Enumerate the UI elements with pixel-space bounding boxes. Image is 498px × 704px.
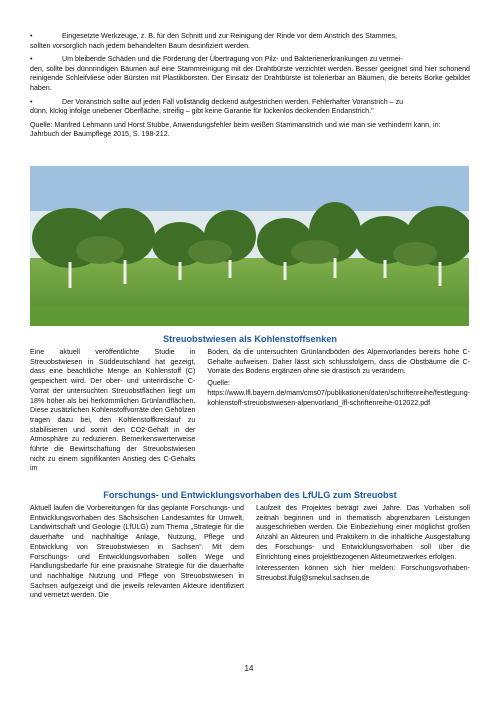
bullet-item	[30, 32, 470, 51]
section-research-body	[30, 504, 470, 603]
page-number: 14	[244, 664, 254, 673]
column-left	[30, 504, 244, 603]
section-title-research: Forschungs- und Entwicklungsvorhaben des LfULG zum Streuobst	[103, 490, 397, 500]
column-right	[256, 504, 470, 603]
bullet-text: sollten vorsorglich nach jedem behandelten Baum desinfiziert werden.	[30, 41, 251, 50]
column-right	[207, 348, 470, 476]
paragraph: Boden, da die untersuchten Grünlandböden des Alpenvorlandes bereits hohe C-Gehalte aufweisen. Daher lässt sich schlussfolgern, dass die Obstbäume die C-Vorräte des Bodens ergänzen ohne sie drastisch zu verändern.	[207, 348, 470, 376]
source-link[interactable]: Quelle: https://www.lfl.bayern.de/mam/cms07/publikationen/daten/schriftenreihe/festlegung-kohlenstoff-streuobstwiesen-alpenvorland_lfl-schriftenreihe-012022.pdf	[207, 379, 470, 407]
bullet-first-line: Um bleibende Schäden und die Förderung der Übertragung von Pilz- und Bakterienerkrankungen zu vermei-	[62, 55, 403, 64]
bullet-text: dünn, klckig infolge unebener Oberfläche, streifig – gibt keine Garantie für lückenlos deckenden Endanstrich."	[30, 107, 374, 116]
paragraph: Laufzeit des Projektes beträgt zwei Jahre. Das Vorhaben soll zeitnah beginnen und in thematisch abgrenzbaren Leistungen ausgeschrieben werden. Die Einbeziehung einer möglichst großen Anzahl an Akteuren und Praktikern in die inhaltliche Ausgestaltung des Forschungs- und Entwicklungsvorhaben soll über die Einrichtung eines projektbezogenen Akteurnetzwerkes erfolgen.	[256, 504, 470, 561]
bullet-item	[30, 55, 470, 93]
bullet-symbol: •	[30, 55, 33, 64]
bullet-text: den, sollte bei dünnrindigen Bäumen auf eine Stammreinigung mit der Drahtbürste verzichtet werden. Besser geeignet sind hier schonend reinigende Schleifvliese oder Bürsten mit Plastikborsten. Der Einsatz der Drahtbürste ist tolerierbar an Bäumen, die bereits Borke gebildet haben.	[30, 64, 470, 92]
bullet-first-line: Eingesetzte Werkzeuge, z. B. für den Schnitt und zur Reinigung der Rinde vor dem Anstrich des Stammes,	[62, 32, 398, 40]
paragraph: Eine aktuell veröffentlichte Studie in Streuobstwiesen in Süddeutschland hat gezeigt, dass eine beachtliche Menge an Kohlenstoff (C) gespeichert wird. Der ober- und unterirdische C-Vorrat der untersuchten Streuobstflächen liegt um 18% höher als bei herkömmlichen Grünlandflächen. Diese zusätzlichen Kohlenstoffvorräte den Gehölzen tragen dazu bei, den Kohlenstoffkreislauf zu stabilisieren und somit den CO2-Gehalt in der Atmosphäre zu reduzieren. Bemerkenswerterweise führte die Bewirtschaftung der Streuobstwiesen nicht zu einem signifikanten Anstieg des C-Gehalts im	[30, 348, 196, 473]
care-notes	[30, 32, 470, 140]
paragraph: Aktuell laufen die Vorbereitungen für das geplante Forschungs- und Entwicklungsvorhaben des Sächsischen Landesamtes für Umwelt, Landwirtschaft und Geologie (LfULG) zum Thema „Strategie für die dauerhafte und nachhaltige Anlage, Nutzung, Pflege und Entwicklung von Streuobstwiesen in Sachsen“. Mit dem Forschungs- und Entwicklungsvorhaben sollen Wege und Handlungsbedarfe für eine praxisnahe Strategie für die dauerhafte und nachhaltige Nutzung und Pflege von Streuobstwiesen in Sachsen aufgezeigt und die jeweils relevanten Akteure identifiziert und vernetzt werden. Die	[30, 504, 244, 600]
bullet-symbol: •	[30, 32, 33, 40]
orchard-illustration	[30, 166, 469, 326]
orchard-photo	[30, 166, 469, 326]
source-citation: Quelle: Manfred Lehmann und Horst Stubbe, Anwendungsfehler beim weißen Stammanstrich und wie man sie verhindern kann, in: Jahrbuch der Baumpflege 2015, S. 198-212.	[30, 120, 441, 139]
bullet-first-line: Der Voranstrich sollte auf jeden Fall vollständig deckend aufgestrichen werden. Fehlerhafter Voranstrich – zu	[62, 97, 404, 106]
bullet-symbol: •	[30, 97, 33, 106]
section-title-carbon: Streuobstwiesen als Kohlenstoffsenken	[162, 334, 338, 344]
contact-email[interactable]: Interessenten können sich hier melden: Forschungsvorhaben-Streuobst.lfulg@smekul.sachsen.de	[256, 564, 470, 582]
bullet-item	[30, 98, 470, 117]
column-left	[30, 348, 195, 476]
section-carbon-body	[30, 348, 470, 476]
